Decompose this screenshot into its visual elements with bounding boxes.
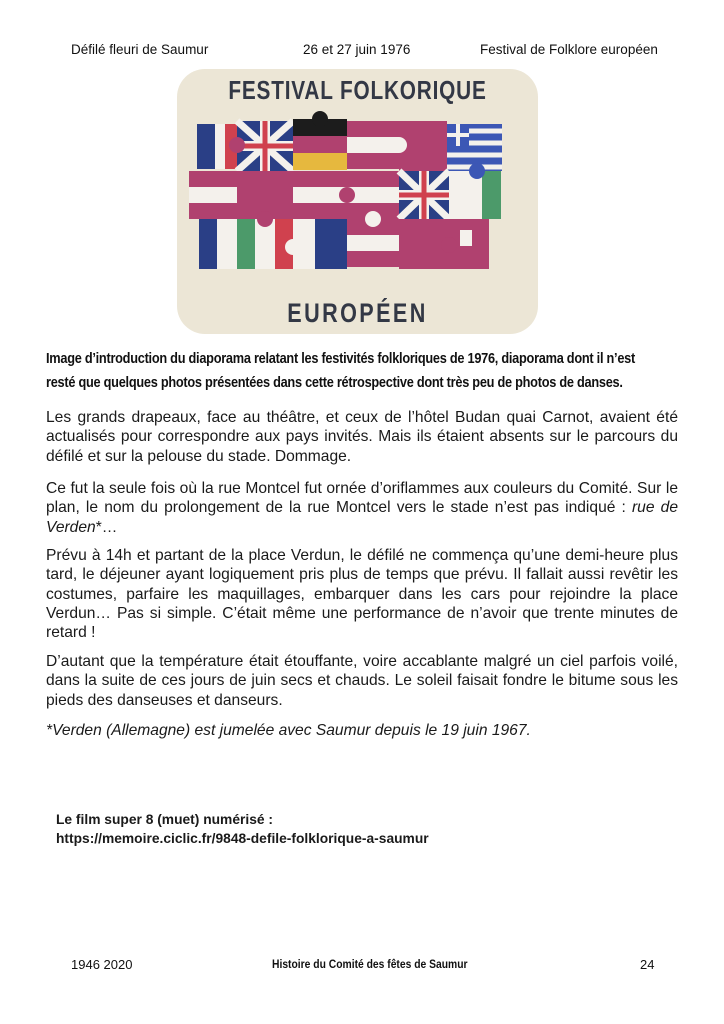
footer-title: Histoire du Comité des fêtes de Saumur (272, 957, 468, 971)
header-date: 26 et 27 juin 1976 (303, 42, 411, 57)
caption-line: resté que quelques photos présentées dans cette rétrospective dont très peu de photos de danses. (46, 375, 623, 391)
poster-title-bottom: EUROPÉEN (287, 298, 428, 328)
page-number: 24 (640, 957, 655, 972)
film-link[interactable]: https://memoire.ciclic.fr/9848-defile-folklorique-a-saumur (56, 831, 429, 846)
flag-puzzle-graphic (177, 69, 538, 334)
festival-poster (177, 69, 538, 334)
street-name: rue de Verden (46, 499, 678, 536)
header-right: Festival de Folklore européen (480, 42, 658, 57)
footnote: *Verden (Allemagne) est jumelée avec Saumur depuis le 19 juin 1967. (46, 722, 531, 739)
poster-title-top: FESTIVAL FOLKORIQUE (228, 75, 487, 105)
caption-line: Image d’introduction du diaporama relatant les festivités folkloriques de 1976, diaporama dont il n’est (46, 351, 635, 367)
footnote-marker: *… (95, 518, 118, 536)
image-caption (46, 347, 678, 395)
paragraph-flags: Les grands drapeaux, face au théâtre, et ceux de l’hôtel Budan quai Carnot, avaient été actualisés pour correspondre aux pays invités. Mais ils étaient absents sur le parcours du défilé et sur la pelouse du stade. Dommage. (46, 409, 678, 465)
footer-years: 1946 2020 (71, 957, 133, 972)
paragraph-weather: D’autant que la température était étouffante, voire accablante malgré un ciel parfois voilé, dans la suite de ces jours de juin secs et chauds. Le soleil faisait fondre le bitume sous les pieds des danseuses et danseurs. (46, 653, 678, 709)
film-block (56, 810, 429, 848)
paragraph-parade: Prévu à 14h et partant de la place Verdun, le défilé ne commença qu’une demi-heure plus tard, le déjeuner ayant logiquement pris plus de temps que prévu. Il fallait aussi revêtir les costumes, parfaire les maquillages, embarquer dans les cars pour rejoindre la place Verdun… Pas si simple. C’était même une performance de n’avoir que trente minutes de retard ! (46, 547, 678, 642)
paragraph-rue-montcel (46, 479, 678, 537)
film-label: Le film super 8 (muet) numérisé : (56, 812, 273, 827)
paragraph-text: Ce fut la seule fois où la rue Montcel fut ornée d’oriflammes aux couleurs du Comité. Sur le plan, le nom du prolongement de la rue Montcel vers le stade n’est pas indiqué : (46, 480, 678, 517)
header-left: Défilé fleuri de Saumur (71, 42, 209, 57)
